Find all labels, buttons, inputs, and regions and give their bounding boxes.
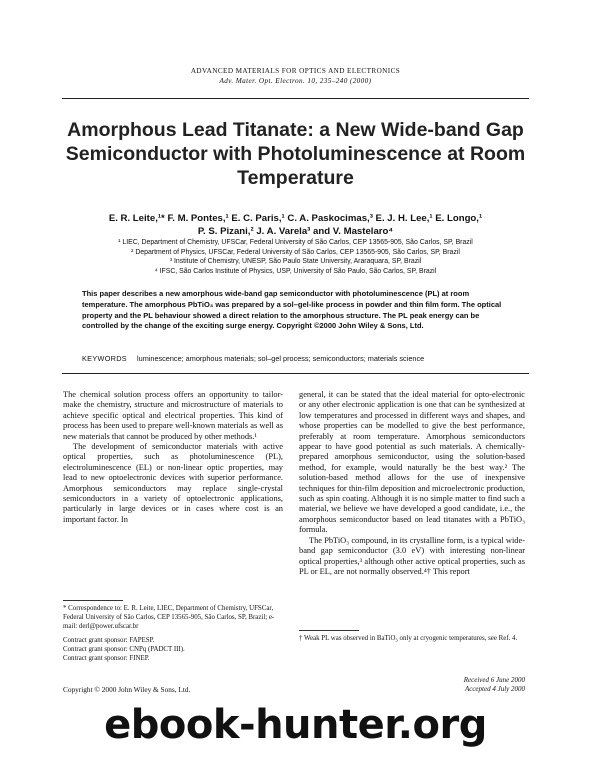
correspondence-footnote: * Correspondence to: E. R. Leite, LIEC, Department of Chemistry, UFSCar, Federal University of São Carlos, CEP 13565-905, São Carlos, SP, Brazil; e-mail: derl@power.ufscar.br <box>63 605 275 630</box>
authors-line-1: E. R. Leite,¹* F. M. Pontes,¹ E. C. Paris,¹ C. A. Paskocimas,³ E. J. H. Lee,¹ E. Longo,¹ <box>108 213 483 224</box>
keywords <box>82 354 510 364</box>
grant-sponsor: Contract grant sponsor: CNPq (PADCT III). <box>63 646 185 653</box>
grant-sponsor: Contract grant sponsor: FAPESP. <box>63 637 155 644</box>
dagger-footnote: † Weak PL was observed in BaTiO₃ only at cryogenic temperatures, see Ref. 4. <box>299 635 518 642</box>
accepted-date: Accepted 4 July 2000 <box>464 685 525 693</box>
received-dates <box>420 676 525 694</box>
received-date: Received 6 June 2000 <box>463 676 525 684</box>
grant-sponsor: Contract grant sponsor: FINEP. <box>63 655 150 662</box>
affiliation-1: ¹ LIEC, Department of Chemistry, UFSCar, Federal University of São Carlos, CEP 13565-905, São Carlos, SP, Brazil <box>118 239 473 246</box>
copyright-line: Copyright © 2000 John Wiley & Sons, Ltd. <box>63 685 191 694</box>
keywords-text: luminescence; amorphous materials; sol–gel process; semiconductors; materials science <box>137 354 425 363</box>
body-column-right <box>299 390 525 577</box>
body-paragraph: The development of semiconductor materials with active optical properties, such as photoluminescence (PL), electroluminescence (EL) or non-linear optic properties, may lead to new optoelectronic devices with superior performance. Amorphous semiconductors may replace single-crystal semiconductors in a variety of optoelectronic applications, particularly in large devices or in cases where cost is an important factor. In <box>63 442 283 524</box>
footnote-divider <box>299 630 359 631</box>
journal-header <box>0 66 591 86</box>
watermark: ebook-hunter.org <box>104 702 487 748</box>
journal-citation: Adv. Mater. Opt. Electron. 10, 235–240 (2000) <box>219 77 372 85</box>
abstract: This paper describes a new amorphous wide-band gap semiconductor with photoluminescence (PL) at room temperature. The amorphous PbTiO₃ was prepared by a sol–gel-like process in powder and thin film form. The optical property and the PL behaviour showed a direct relation to the amorphous structure. The PL peak energy can be controlled by the change of the exciting surge energy. Copyright ©2000 John Wiley & Sons, Ltd. <box>82 289 502 331</box>
header-divider <box>62 98 529 99</box>
author-list <box>40 212 551 238</box>
footnote-divider <box>63 600 123 601</box>
keywords-label: KEYWORDS <box>82 354 127 363</box>
journal-name: ADVANCED MATERIALS FOR OPTICS AND ELECTRONICS <box>190 67 401 75</box>
affiliations <box>40 238 551 276</box>
affiliation-2: ² Department of Physics, UFSCar, Federal University of São Carlos, CEP 13565-905, São Carlos, SP, Brazil <box>131 248 460 256</box>
abstract-divider <box>62 373 529 374</box>
body-column-left <box>63 390 283 525</box>
affiliation-4: ⁴ IFSC, São Carlos Institute of Physics, USP, University of São Paulo, São Carlos, SP, Brazil <box>154 267 437 275</box>
authors-line-2: P. S. Pizani,² J. A. Varela³ and V. Mastelaro⁴ <box>197 226 394 237</box>
body-paragraph: The PbTiO₃ compound, in its crystalline form, is a typical wide-band gap semiconductor (3.0 eV) with interesting non-linear optical properties,³ although other active optical properties, such as PL or EL, are not normally observed.⁴† This report <box>299 535 525 576</box>
body-paragraph: general, it can be stated that the ideal material for opto-electronic or any other electronic application is one that can be synthesized at low temperatures and processed in different ways and shapes, and whose properties can be modelled to give the best performance, preferably at room temperature. Amorphous semiconductors appear to have good potential as such materials. A chemically-prepared amorphous semiconductor, using the solution-based method, for example, would naturally be the best way.² The solution-based method allows for the use of inexpensive techniques for thin-film deposition and microelectronic production, such as spin coating. Although it is no simple matter to find such a material, we believe we have developed a good candidate, i.e., the amorphous semiconductor based on lead titanates with a PbTiO₃ formula. <box>299 390 525 535</box>
body-paragraph: The chemical solution process offers an opportunity to tailor-make the chemistry, structure and microstructure of materials to achieve specific optical and electrical properties. This kind of process has been used to prepare well-known materials as well as new materials that cannot be produced by other methods.¹ <box>63 390 283 441</box>
affiliation-3: ³ Institute of Chemistry, UNESP, São Paulo State University, Araraquara, SP, Brazil <box>169 258 422 266</box>
grant-sponsors <box>63 636 283 663</box>
paper-title: Amorphous Lead Titanate: a New Wide-band Gap Semiconductor with Photoluminescence at Room Temperature <box>65 119 526 189</box>
